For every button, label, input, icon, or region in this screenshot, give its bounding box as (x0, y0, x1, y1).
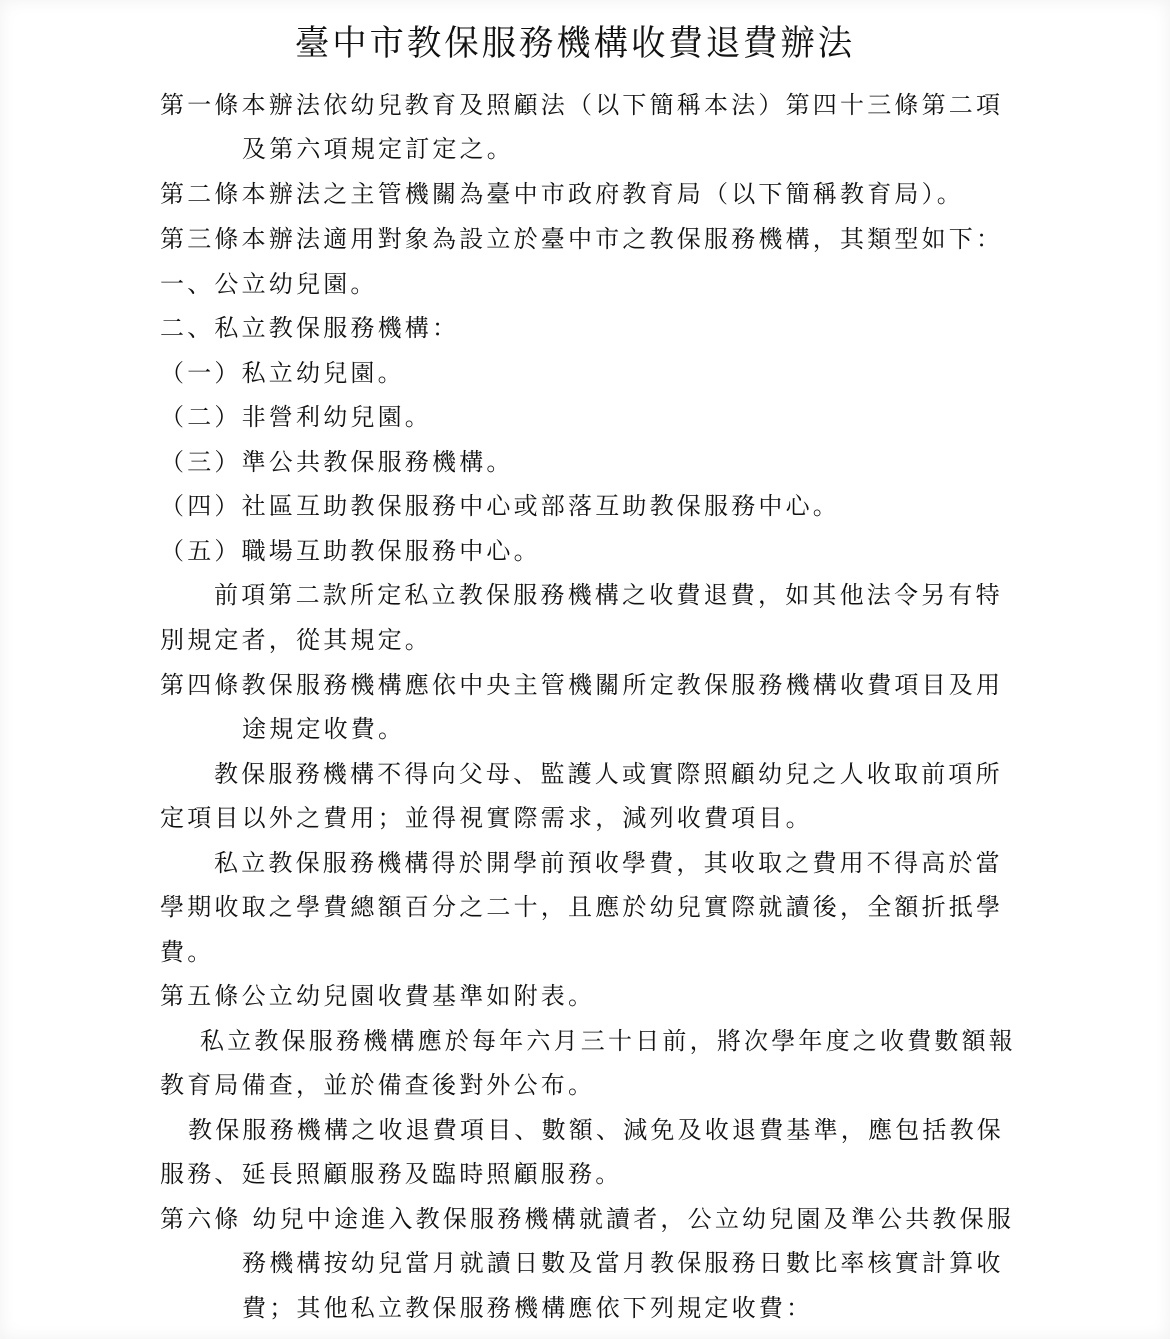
article-5-para-2-line-2: 教育局備查，並於備查後對外公布。 (160, 1071, 596, 1099)
document-title: 臺中市教保服務機構收費退費辦法 (294, 24, 856, 64)
article-3-subitem-4: （四）社區互助教保服務中心或部落互助教保服務中心。 (160, 492, 840, 520)
article-1-line-2: 及第六項規定訂定之。 (242, 135, 514, 163)
article-3-item-2: 二、私立教保服務機構： (160, 314, 460, 342)
article-6-line-1: 第六條 幼兒中途進入教保服務機構就讀者，公立幼兒園及準公共教保服 (160, 1205, 1015, 1233)
article-3-subitem-2: （二）非營利幼兒園。 (160, 403, 432, 431)
article-6-line-3: 費；其他私立教保服務機構應依下列規定收費： (242, 1294, 814, 1322)
article-1-line-1: 第一條本辦法依幼兒教育及照顧法（以下簡稱本法）第四十三條第二項 (160, 91, 1004, 119)
article-5-para-3-line-1: 教保服務機構之收退費項目、數額、減免及收退費基準，應包括教保 (188, 1116, 1004, 1144)
article-3-para-2-line-2: 別規定者，從其規定。 (160, 626, 432, 654)
article-4-para-3-line-3: 費。 (160, 938, 215, 966)
article-4-para-2-line-2: 定項目以外之費用；並得視實際需求，減列收費項目。 (160, 804, 813, 832)
article-3-subitem-1: （一）私立幼兒園。 (160, 359, 405, 387)
article-3-subitem-3: （三）準公共教保服務機構。 (160, 448, 514, 476)
article-4-line-2: 途規定收費。 (242, 715, 406, 743)
article-4-para-3-line-1: 私立教保服務機構得於開學前預收學費，其收取之費用不得高於當 (214, 849, 1003, 877)
article-4-para-3-line-2: 學期收取之學費總額百分之二十，且應於幼兒實際就讀後，全額折抵學 (160, 893, 1004, 921)
article-3-para-2-line-1: 前項第二款所定私立教保服務機構之收費退費，如其他法令另有特 (214, 581, 1003, 609)
article-4-line-1: 第四條教保服務機構應依中央主管機關所定教保服務機構收費項目及用 (160, 671, 1004, 699)
article-2-line-1: 第二條本辦法之主管機關為臺中市政府教育局（以下簡稱教育局）。 (160, 180, 964, 208)
article-5-line-1: 第五條公立幼兒園收費基準如附表。 (160, 982, 596, 1010)
article-3-item-1: 一、公立幼兒園。 (160, 270, 378, 298)
article-4-para-2-line-1: 教保服務機構不得向父母、監護人或實際照顧幼兒之人收取前項所 (214, 760, 1003, 788)
article-5-para-2-line-1: 私立教保服務機構應於每年六月三十日前，將次學年度之收費數額報 (200, 1027, 1016, 1055)
article-5-para-3-line-2: 服務、延長照顧服務及臨時照顧服務。 (160, 1160, 623, 1188)
article-3-subitem-5: （五）職場互助教保服務中心。 (160, 537, 541, 565)
article-6-line-2: 務機構按幼兒當月就讀日數及當月教保服務日數比率核實計算收 (242, 1249, 1004, 1277)
article-3-line-1: 第三條本辦法適用對象為設立於臺中市之教保服務機構，其類型如下： (160, 225, 1004, 253)
